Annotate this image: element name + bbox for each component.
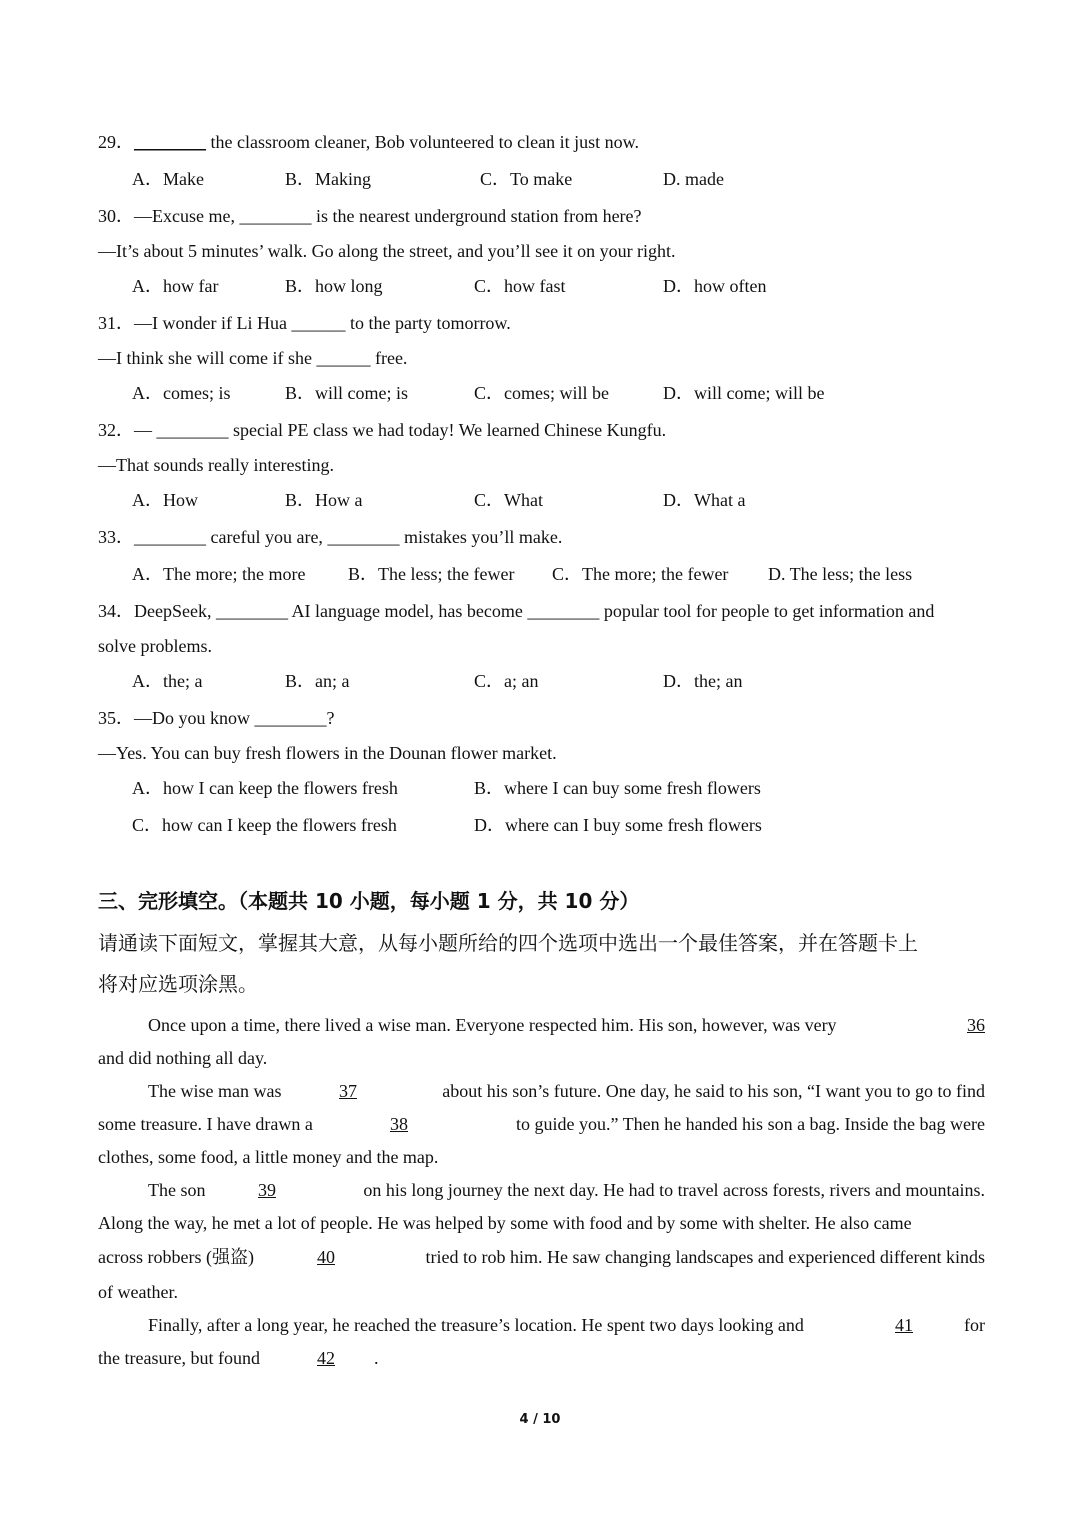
q34-option-b: B．an; a xyxy=(285,671,350,691)
q29-option-a: A．Make xyxy=(132,169,204,189)
question-33 xyxy=(98,526,562,548)
q31-reply-pre: —I think she will come if she xyxy=(98,348,317,368)
passage-p2b-post: to guide you.” Then he handed his son a bag. Inside the bag were xyxy=(515,1114,985,1134)
q35-blank: ________ xyxy=(254,708,327,728)
q33-option-d: D. The less; the less xyxy=(768,564,913,584)
q31-option-b: B．will come; is xyxy=(285,383,408,403)
question-35 xyxy=(98,707,335,729)
blank-40: 40 xyxy=(317,1247,335,1267)
q33-text: mistakes you’ll make. xyxy=(399,527,563,547)
blank-37: 37 xyxy=(339,1081,357,1101)
passage-p3d: of weather. xyxy=(98,1282,178,1302)
q32-text: special PE class we had today! We learned Chinese Kungfu. xyxy=(228,420,667,440)
passage-p3c-post: tried to rob him. He saw changing landscapes and experienced different kinds xyxy=(425,1247,985,1267)
q31-reply xyxy=(98,347,407,369)
passage-p2c: clothes, some food, a little money and the map. xyxy=(98,1147,439,1167)
q35-option-b: B．where I can buy some fresh flowers xyxy=(474,778,761,798)
q30-option-d: D．how often xyxy=(663,276,767,296)
question-31 xyxy=(98,312,511,334)
page-number: 4 / 10 xyxy=(519,1412,561,1427)
q29-blank: ________ xyxy=(134,132,206,152)
q30-text: is the nearest underground station from here? xyxy=(311,206,642,226)
question-34 xyxy=(98,600,934,622)
blank-36: 36 xyxy=(967,1015,985,1035)
q33-option-a: A．The more; the more xyxy=(132,564,306,584)
blank-39: 39 xyxy=(258,1180,276,1200)
passage-p1a: Once upon a time, there lived a wise man. Everyone respected him. His son, however, was very xyxy=(148,1015,837,1035)
passage-p4a-pre: Finally, after a long year, he reached the treasure’s location. He spent two days looking and xyxy=(148,1315,804,1335)
q31-reply-blank: ______ xyxy=(316,348,371,368)
section-title: 三、完形填空。（本题共 10 小题，每小题 1 分，共 10 分） xyxy=(98,889,640,913)
passage-p2a-post: about his son’s future. One day, he said to his son, “I want you to go to find xyxy=(442,1081,985,1101)
q31-option-a: A．comes; is xyxy=(132,383,231,403)
q35-text: ? xyxy=(326,708,335,728)
q35-option-c: C．how can I keep the flowers fresh xyxy=(132,815,397,835)
q34-option-a: A．the; a xyxy=(132,671,203,691)
passage-p4b-post: . xyxy=(374,1348,379,1368)
q34-text: popular tool for people to get information and xyxy=(599,601,935,621)
q32-option-d: D．What a xyxy=(663,490,746,510)
q33-mid: careful you are, xyxy=(206,527,328,547)
passage-p4a-post: for xyxy=(964,1315,985,1335)
q32-option-a: A．How xyxy=(132,490,198,510)
q29-text: the classroom cleaner, Bob volunteered to clean it just now. xyxy=(206,132,639,152)
q35-option-a: A．how I can keep the flowers fresh xyxy=(132,778,398,798)
passage-p4b-pre: the treasure, but found xyxy=(98,1348,260,1368)
blank-41: 41 xyxy=(895,1315,913,1335)
q31-reply-post: free. xyxy=(370,348,408,368)
q34-option-c: C．a; an xyxy=(474,671,539,691)
q31-option-d: D．will come; will be xyxy=(663,383,825,403)
passage-p3a-post: on his long journey the next day. He had to travel across forests, rivers and mountains. xyxy=(363,1180,985,1200)
q34-option-d: D．the; an xyxy=(663,671,743,691)
q35-number: 35．—Do you know xyxy=(98,708,255,728)
q31-text: to the party tomorrow. xyxy=(345,313,511,333)
q33-number: 33． xyxy=(98,527,134,547)
passage-p3b: Along the way, he met a lot of people. He was helped by some with food and by some with shelter. He also came xyxy=(98,1213,912,1233)
q34-mid: AI language model, has become xyxy=(287,601,528,621)
q32-option-c: C．What xyxy=(474,490,543,510)
q35-option-d: D．where can I buy some fresh flowers xyxy=(474,815,762,835)
q31-blank: ______ xyxy=(291,313,346,333)
q33-option-c: C．The more; the fewer xyxy=(552,564,729,584)
section-instruction-line-1: 请通读下面短文，掌握其大意，从每小题所给的四个选项中选出一个最佳答案，并在答题卡上 xyxy=(98,931,918,955)
q32-option-b: B．How a xyxy=(285,490,363,510)
q29-option-c: C．To make xyxy=(480,169,573,189)
q32-reply: —That sounds really interesting. xyxy=(98,455,334,475)
q30-reply: —It’s about 5 minutes’ walk. Go along the street, and you’ll see it on your right. xyxy=(98,241,676,261)
q32-number: 32．— xyxy=(98,420,157,440)
q31-number: 31．—I wonder if Li Hua xyxy=(98,313,292,333)
q32-blank: ________ xyxy=(156,420,229,440)
q30-option-b: B．how long xyxy=(285,276,383,296)
q30-option-c: C．how fast xyxy=(474,276,566,296)
q31-option-c: C．comes; will be xyxy=(474,383,609,403)
passage-p2a-pre: The wise man was xyxy=(148,1081,282,1101)
q33-blank-1: ________ xyxy=(134,527,206,547)
q29-option-d: D. made xyxy=(663,169,724,189)
q35-reply: —Yes. You can buy fresh flowers in the Dounan flower market. xyxy=(98,743,557,763)
passage-p2b-pre: some treasure. I have drawn a xyxy=(98,1114,313,1134)
blank-42: 42 xyxy=(317,1348,335,1368)
q30-option-a: A．how far xyxy=(132,276,219,296)
question-29 xyxy=(98,131,639,153)
q29-number: 29． xyxy=(98,132,134,152)
q34-blank-2: ________ xyxy=(527,601,600,621)
passage-p3c-pre: across robbers (强盗) xyxy=(98,1247,254,1267)
question-32 xyxy=(98,419,666,441)
blank-38: 38 xyxy=(390,1114,408,1134)
question-30 xyxy=(98,205,642,227)
passage-p1b: and did nothing all day. xyxy=(98,1048,268,1068)
q30-blank: ________ xyxy=(239,206,312,226)
q34-blank-1: ________ xyxy=(215,601,288,621)
section-instruction-line-2: 将对应选项涂黑。 xyxy=(98,972,258,996)
passage-p3a-pre: The son xyxy=(148,1180,206,1200)
q33-option-b: B．The less; the fewer xyxy=(348,564,515,584)
q29-option-b: B．Making xyxy=(285,169,372,189)
q33-blank-2: ________ xyxy=(327,527,400,547)
q34-continuation: solve problems. xyxy=(98,636,212,656)
q34-number: 34．DeepSeek, xyxy=(98,601,216,621)
q30-number: 30．—Excuse me, xyxy=(98,206,240,226)
